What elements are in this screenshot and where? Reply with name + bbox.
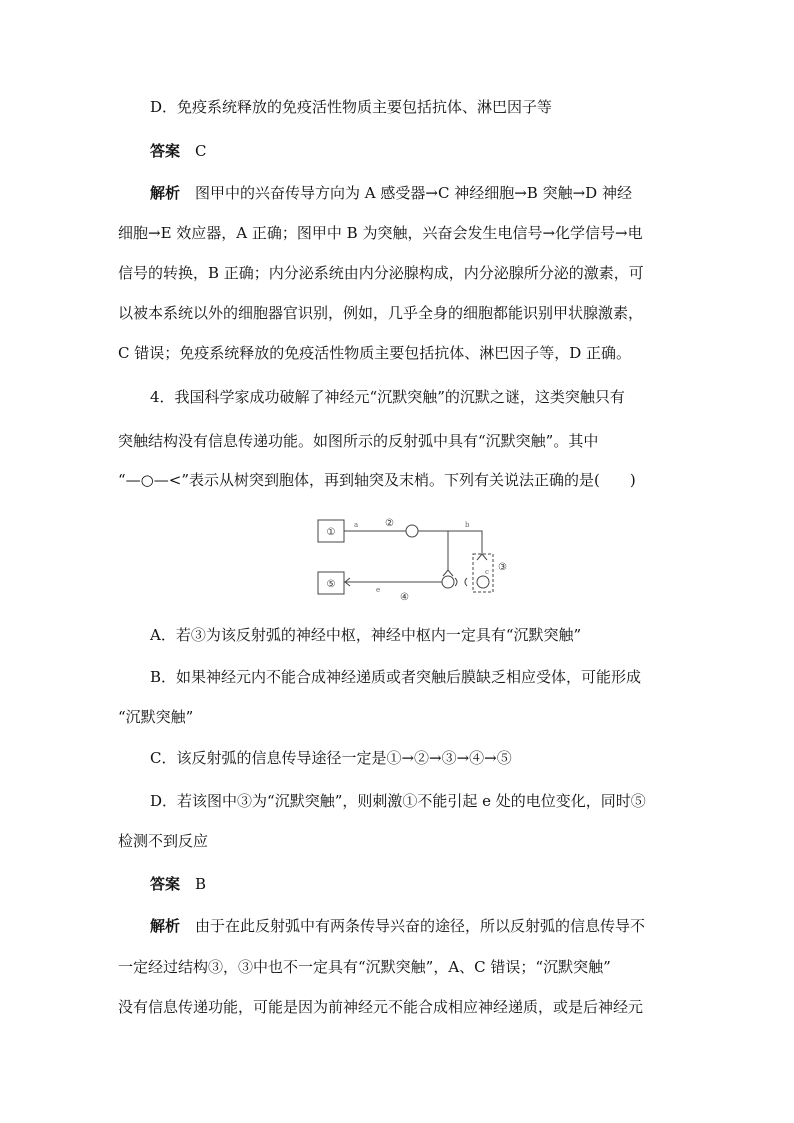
option-c: C．该反射弧的信息传导途径一定是①→②→③→④→⑤ bbox=[150, 749, 512, 767]
analysis-2-line-1: 解析 由于在此反射弧中有两条传导兴奋的途径，所以反射弧的信息传导不 bbox=[150, 917, 646, 935]
motor-neuron-body bbox=[477, 576, 489, 588]
label-1: ① bbox=[326, 527, 336, 538]
option-b-line-1: B．如果神经元内不能合成神经递质或者突触后膜缺乏相应受体，可能形成 bbox=[150, 668, 642, 686]
label-5: ⑤ bbox=[326, 579, 336, 590]
reflex-arc-diagram bbox=[310, 512, 520, 604]
analysis-1-line-1: 解析 图甲中的兴奋传导方向为 A 感受器→C 神经细胞→B 突触→D 神经 bbox=[150, 184, 632, 202]
analysis-1-line-4: 以被本系统以外的细胞器官识别，例如，几乎全身的细胞都能识别甲状腺激素， bbox=[118, 304, 644, 322]
analysis-label: 解析 bbox=[150, 917, 181, 935]
answer-label: 答案 bbox=[150, 875, 181, 893]
label-a: a bbox=[354, 521, 359, 529]
analysis-label: 解析 bbox=[150, 184, 181, 202]
answer-1 bbox=[150, 141, 207, 161]
analysis-2-line-2: 一定经过结构③，③中也不一定具有“沉默突触”，A、C 错误；“沉默突触” bbox=[118, 958, 611, 976]
answer-value: B bbox=[195, 875, 207, 893]
answer-value: C bbox=[195, 142, 207, 160]
option-b-line-2: “沉默突触” bbox=[118, 708, 194, 726]
sensory-neuron-body bbox=[406, 525, 418, 537]
label-4: ④ bbox=[400, 592, 409, 603]
prev-option-d: D．免疫系统释放的免疫活性物质主要包括抗体、淋巴因子等 bbox=[150, 98, 553, 116]
analysis-1-line-3: 信号的转换，B 正确；内分泌系统由内分泌腺构成，内分泌腺所分泌的激素，可 bbox=[118, 264, 644, 282]
question-4-line-3: “—○—<”表示从树突到胞体，再到轴突及末梢。下列有关说法正确的是( ) bbox=[118, 471, 636, 489]
analysis-1-line-2: 细胞→E 效应器，A 正确；图甲中 B 为突触，兴奋会发生电信号→化学信号→电 bbox=[118, 224, 643, 242]
label-3: ③ bbox=[498, 562, 507, 573]
option-d-line-2: 检测不到反应 bbox=[118, 832, 209, 850]
answer-label: 答案 bbox=[150, 142, 181, 160]
analysis-1-line-5: C 错误；免疫系统释放的免疫活性物质主要包括抗体、淋巴因子等，D 正确。 bbox=[118, 344, 632, 362]
option-a: A．若③为该反射弧的神经中枢，神经中枢内一定具有“沉默突触” bbox=[150, 626, 582, 644]
analysis-2-line-3: 没有信息传递功能，可能是因为前神经元不能合成相应神经递质，或是后神经元 bbox=[118, 998, 644, 1016]
question-4-line-2: 突触结构没有信息传递功能。如图所示的反射弧中具有“沉默突触”。其中 bbox=[118, 432, 599, 450]
label-e: e bbox=[376, 586, 381, 594]
answer-2 bbox=[150, 874, 206, 894]
branch-b bbox=[418, 531, 482, 554]
label-b: b bbox=[465, 521, 470, 529]
question-4-line-1: 4．我国科学家成功破解了神经元“沉默突触”的沉默之谜，这类突触只有 bbox=[150, 388, 625, 406]
center-box-3 bbox=[473, 554, 493, 592]
interneuron-body bbox=[442, 576, 454, 588]
label-c: c bbox=[485, 568, 489, 576]
option-d-line-1: D．若该图中③为“沉默突触”，则刺激①不能引起 e 处的电位变化，同时⑤ bbox=[150, 792, 646, 810]
label-2: ② bbox=[385, 518, 394, 529]
